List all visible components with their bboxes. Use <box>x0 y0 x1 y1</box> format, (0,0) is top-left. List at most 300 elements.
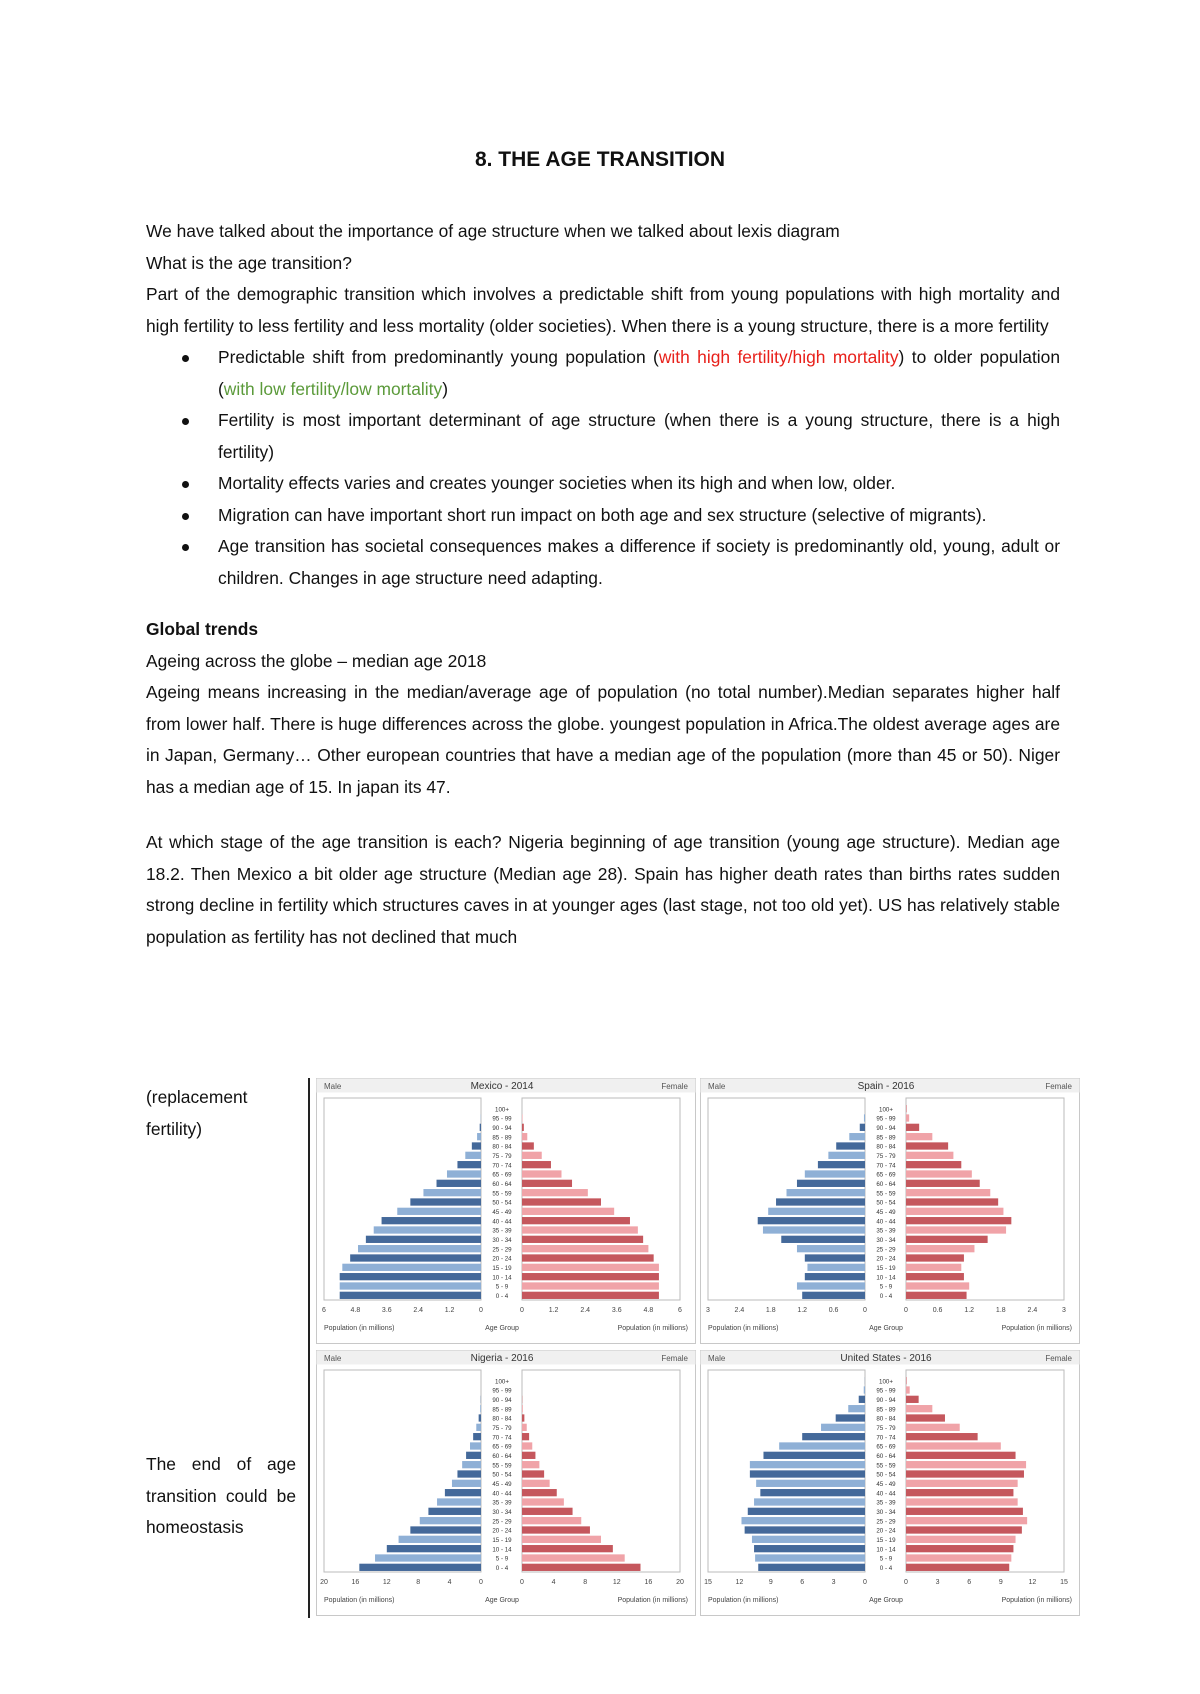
x-tick-label: 0 <box>863 1579 867 1586</box>
male-label: Male <box>324 1082 342 1091</box>
age-group-label: 25 - 29 <box>492 1518 512 1526</box>
age-group-label: 30 - 34 <box>876 1236 896 1244</box>
male-bar <box>382 1217 481 1224</box>
age-group-label: 95 - 99 <box>876 1115 896 1123</box>
age-group-label: 85 - 89 <box>492 1134 512 1142</box>
female-bar <box>906 1396 919 1403</box>
male-bar <box>802 1433 865 1440</box>
x-axis-label-right: Population (in millions) <box>617 1597 688 1604</box>
female-bar <box>906 1424 960 1431</box>
pyramid-chart-spain <box>700 1078 1080 1344</box>
female-bar <box>906 1226 1006 1233</box>
male-bar <box>480 1124 481 1131</box>
female-bar <box>522 1114 523 1121</box>
main-text <box>146 216 1060 953</box>
female-bar <box>522 1152 542 1159</box>
male-bar <box>797 1282 865 1289</box>
age-group-label: 100+ <box>495 1106 509 1114</box>
male-bar <box>750 1470 865 1477</box>
male-label: Male <box>324 1354 342 1363</box>
age-group-label: 75 - 79 <box>876 1152 896 1160</box>
bullet-icon <box>182 481 189 488</box>
age-group-label: 75 - 79 <box>492 1152 512 1160</box>
female-bar <box>906 1152 953 1159</box>
x-tick-label: 9 <box>768 1579 773 1586</box>
bullet-icon <box>182 544 189 551</box>
x-tick-label: 1.8 <box>765 1307 776 1314</box>
x-tick-label: 6 <box>800 1579 805 1586</box>
male-bar <box>818 1161 865 1168</box>
x-axis-label-center: Age Group <box>869 1597 903 1604</box>
male-bar <box>465 1152 481 1159</box>
age-group-label: 80 - 84 <box>492 1143 512 1151</box>
female-bar <box>522 1189 588 1196</box>
male-bar <box>375 1554 481 1561</box>
female-bar <box>906 1414 945 1421</box>
age-group-label: 10 - 14 <box>876 1274 896 1282</box>
stage-paragraph: At which stage of the age transition is each? Nigeria beginning of age transition (young age structure). Median age 18.2. Then Mexico a bit older age structure (Median age 28). Spain has higher death rates than births rates sudden strong decline in fertility which structures caves in at younger ages (last stage, not too old yet). US has relatively stable population as fertility has not declined that much <box>146 832 1060 947</box>
section-subheading: Ageing across the globe – median age 2018 <box>146 650 487 671</box>
male-bar <box>445 1489 481 1496</box>
age-group-label: 50 - 54 <box>492 1199 512 1207</box>
male-bar <box>797 1245 865 1252</box>
female-bar <box>522 1245 648 1252</box>
age-group-label: 25 - 29 <box>876 1518 896 1526</box>
x-tick-label: 3 <box>706 1307 710 1314</box>
male-bar <box>340 1292 481 1299</box>
age-group-label: 95 - 99 <box>492 1115 512 1123</box>
bullet-icon <box>182 513 189 520</box>
male-bar <box>768 1208 865 1215</box>
female-bar <box>522 1508 573 1515</box>
intro-definition: Part of the demographic transition which involves a predictable shift from young populations with high mortality and high fertility to less fertility and less mortality (older societies). When there is a young structure, there is a more fertility <box>146 284 1060 336</box>
female-bar <box>522 1180 572 1187</box>
x-tick-label: 1.8 <box>995 1307 1006 1314</box>
age-group-label: 90 - 94 <box>492 1124 512 1132</box>
male-bar <box>787 1189 866 1196</box>
male-bar <box>805 1273 865 1280</box>
male-bar <box>805 1170 865 1177</box>
female-bar <box>906 1236 988 1243</box>
age-group-label: 85 - 89 <box>876 1406 896 1414</box>
x-tick-label: 16 <box>351 1579 360 1586</box>
pyramid-panel-mexico <box>316 1078 696 1344</box>
x-tick-label: 16 <box>644 1579 653 1586</box>
female-bar <box>906 1124 919 1131</box>
age-group-label: 20 - 24 <box>492 1527 512 1535</box>
page-title: 8. THE AGE TRANSITION <box>474 148 726 171</box>
female-bar <box>522 1273 659 1280</box>
x-tick-label: 4 <box>551 1579 556 1586</box>
x-tick-label: 12 <box>382 1579 391 1586</box>
age-group-label: 0 - 4 <box>879 1564 893 1572</box>
age-group-label: 20 - 24 <box>492 1255 512 1263</box>
age-group-label: 45 - 49 <box>492 1480 512 1488</box>
female-bar <box>522 1226 638 1233</box>
female-bar <box>906 1377 907 1384</box>
male-bar <box>387 1545 481 1552</box>
male-bar <box>859 1396 865 1403</box>
female-bar <box>906 1461 1026 1468</box>
male-bar <box>805 1254 865 1261</box>
list-item: Mortality effects varies and creates younger societies when its high and when low, older. <box>146 468 1060 500</box>
age-group-label: 55 - 59 <box>492 1190 512 1198</box>
male-bar <box>754 1545 865 1552</box>
age-group-label: 30 - 34 <box>876 1508 896 1516</box>
female-bar <box>906 1105 907 1112</box>
male-bar <box>758 1217 865 1224</box>
x-tick-label: 12 <box>735 1579 744 1586</box>
male-bar <box>399 1536 481 1543</box>
female-bar <box>906 1489 1013 1496</box>
female-bar <box>906 1254 964 1261</box>
x-tick-label: 0.6 <box>828 1307 839 1314</box>
age-group-label: 25 - 29 <box>492 1246 512 1254</box>
age-group-label: 35 - 39 <box>876 1227 896 1235</box>
male-bar <box>480 1405 481 1412</box>
female-bar <box>522 1405 523 1412</box>
x-tick-label: 0 <box>904 1307 908 1314</box>
female-bar <box>522 1198 601 1205</box>
x-tick-label: 15 <box>704 1579 712 1586</box>
age-group-label: 100+ <box>879 1106 893 1114</box>
age-group-label: 5 - 9 <box>879 1555 893 1563</box>
age-group-label: 55 - 59 <box>876 1462 896 1470</box>
bullet-list <box>146 342 1060 594</box>
age-group-label: 45 - 49 <box>492 1208 512 1216</box>
male-bar <box>437 1498 481 1505</box>
x-tick-label: 6 <box>678 1307 682 1314</box>
female-bar <box>906 1142 948 1149</box>
female-bar <box>522 1480 550 1487</box>
x-tick-label: 4.8 <box>643 1307 654 1314</box>
x-tick-label: 0 <box>863 1307 867 1314</box>
x-tick-label: 3 <box>831 1579 836 1586</box>
female-bar <box>522 1161 551 1168</box>
age-group-label: 75 - 79 <box>876 1424 896 1432</box>
male-bar <box>754 1498 865 1505</box>
age-group-label: 65 - 69 <box>876 1443 896 1451</box>
pyramid-panel-united-states <box>700 1350 1080 1616</box>
x-tick-label: 4 <box>447 1579 452 1586</box>
age-group-label: 100+ <box>879 1378 893 1386</box>
male-bar <box>755 1554 865 1561</box>
x-tick-label: 2.4 <box>1027 1307 1038 1314</box>
x-tick-label: 8 <box>583 1579 588 1586</box>
male-bar <box>802 1292 865 1299</box>
female-bar <box>522 1489 557 1496</box>
x-tick-label: 9 <box>998 1579 1003 1586</box>
female-bar <box>906 1282 969 1289</box>
male-bar <box>477 1133 481 1140</box>
age-group-label: 35 - 39 <box>876 1499 896 1507</box>
female-bar <box>906 1189 990 1196</box>
female-bar <box>522 1424 527 1431</box>
age-group-label: 10 - 14 <box>492 1546 512 1554</box>
x-axis-label-left: Population (in millions) <box>324 1597 395 1604</box>
female-bar <box>906 1442 1001 1449</box>
x-tick-label: 2.4 <box>413 1307 424 1314</box>
male-bar <box>462 1461 481 1468</box>
male-bar <box>457 1161 481 1168</box>
male-bar <box>760 1489 865 1496</box>
x-axis-label-left: Population (in millions) <box>708 1325 779 1332</box>
female-bar <box>522 1217 630 1224</box>
female-bar <box>906 1292 967 1299</box>
bullet-icon <box>182 418 189 425</box>
female-bar <box>906 1545 1013 1552</box>
age-group-label: 85 - 89 <box>492 1406 512 1414</box>
x-tick-label: 12 <box>1028 1579 1037 1586</box>
male-bar <box>359 1564 481 1571</box>
x-axis-label-center: Age Group <box>485 1325 519 1332</box>
female-bar <box>906 1273 964 1280</box>
female-bar <box>522 1264 659 1271</box>
age-group-label: 15 - 19 <box>876 1536 896 1544</box>
female-bar <box>522 1517 581 1524</box>
x-tick-label: 2.4 <box>734 1307 745 1314</box>
age-group-label: 95 - 99 <box>876 1387 896 1395</box>
female-bar <box>906 1217 1011 1224</box>
female-bar <box>906 1208 1003 1215</box>
female-bar <box>522 1526 590 1533</box>
pyramid-panel-spain <box>700 1078 1080 1344</box>
bullet-icon <box>182 355 189 362</box>
female-bar <box>906 1170 972 1177</box>
x-tick-label: 1.2 <box>964 1307 975 1314</box>
male-bar <box>848 1405 865 1412</box>
x-tick-label: 3.6 <box>381 1307 392 1314</box>
female-bar <box>522 1292 659 1299</box>
x-tick-label: 20 <box>320 1579 328 1586</box>
female-bar <box>906 1245 974 1252</box>
age-group-label: 45 - 49 <box>876 1480 896 1488</box>
female-bar <box>522 1124 524 1131</box>
age-group-label: 20 - 24 <box>876 1255 896 1263</box>
female-bar <box>522 1461 539 1468</box>
female-bar <box>906 1133 932 1140</box>
age-group-label: 5 - 9 <box>495 1283 509 1291</box>
male-bar <box>447 1170 481 1177</box>
female-bar <box>906 1470 1024 1477</box>
male-bar <box>763 1452 865 1459</box>
population-pyramids-figure <box>308 1078 1078 1618</box>
age-group-label: 70 - 74 <box>492 1434 512 1442</box>
list-item: Fertility is most important determinant of age structure (when there is a young structure, there is a high fertility) <box>146 405 1060 468</box>
age-group-label: 70 - 74 <box>876 1434 896 1442</box>
age-group-label: 90 - 94 <box>876 1124 896 1132</box>
male-bar <box>374 1226 481 1233</box>
homeostasis-note: The end of age transition could be homeostasis <box>146 1454 296 1537</box>
male-bar <box>452 1480 481 1487</box>
x-axis-label-right: Population (in millions) <box>1001 1325 1072 1332</box>
age-group-label: 20 - 24 <box>876 1527 896 1535</box>
x-tick-label: 0.6 <box>932 1307 943 1314</box>
male-bar <box>428 1508 481 1515</box>
male-bar <box>470 1442 481 1449</box>
high-fertility-note: with high fertility/high mortality <box>658 347 899 367</box>
female-bar <box>906 1405 932 1412</box>
male-bar <box>410 1526 481 1533</box>
male-bar <box>350 1254 481 1261</box>
male-bar <box>797 1180 865 1187</box>
chart-title: United States - 2016 <box>840 1353 932 1364</box>
male-bar <box>776 1198 865 1205</box>
male-bar <box>479 1414 481 1421</box>
pyramid-panel-nigeria <box>316 1350 696 1616</box>
male-bar <box>476 1424 481 1431</box>
age-group-label: 10 - 14 <box>876 1546 896 1554</box>
female-bar <box>522 1254 654 1261</box>
x-tick-label: 1.2 <box>797 1307 808 1314</box>
male-bar <box>748 1508 865 1515</box>
male-bar <box>410 1198 481 1205</box>
ageing-paragraph: Ageing means increasing in the median/average age of population (no total number).Median separates higher half from lower half. There is huge differences across the globe. youngest population in Africa.The oldest average ages are in Japan, Germany… Other european countries that have a median age of the population (more than 45 or 50). Niger has a median age of 15. In japan its 47. <box>146 682 1060 797</box>
female-bar <box>906 1536 1016 1543</box>
male-bar <box>457 1470 481 1477</box>
age-group-label: 15 - 19 <box>492 1264 512 1272</box>
male-bar <box>864 1114 865 1121</box>
female-bar <box>522 1564 641 1571</box>
age-group-label: 95 - 99 <box>492 1387 512 1395</box>
x-tick-label: 3 <box>1062 1307 1066 1314</box>
age-group-label: 0 - 4 <box>495 1292 509 1300</box>
intro-question: What is the age transition? <box>146 252 352 273</box>
age-group-label: 40 - 44 <box>876 1490 896 1498</box>
male-bar <box>366 1236 481 1243</box>
age-group-label: 85 - 89 <box>876 1134 896 1142</box>
female-bar <box>522 1452 535 1459</box>
male-bar <box>750 1461 865 1468</box>
x-tick-label: 4.8 <box>350 1307 361 1314</box>
age-group-label: 65 - 69 <box>492 1443 512 1451</box>
male-bar <box>745 1526 865 1533</box>
female-bar <box>906 1161 961 1168</box>
age-group-label: 15 - 19 <box>492 1536 512 1544</box>
female-bar <box>906 1508 1023 1515</box>
x-tick-label: 6 <box>322 1307 326 1314</box>
age-group-label: 35 - 39 <box>492 1499 512 1507</box>
female-bar <box>522 1414 524 1421</box>
age-group-label: 30 - 34 <box>492 1508 512 1516</box>
x-axis-label-right: Population (in millions) <box>617 1325 688 1332</box>
male-bar <box>779 1442 865 1449</box>
male-bar <box>807 1264 865 1271</box>
male-label: Male <box>708 1354 726 1363</box>
female-bar <box>522 1142 534 1149</box>
female-bar <box>522 1470 544 1477</box>
male-bar <box>758 1564 865 1571</box>
x-tick-label: 1.2 <box>548 1307 559 1314</box>
male-bar <box>437 1180 481 1187</box>
male-bar <box>423 1189 481 1196</box>
x-axis-label-center: Age Group <box>869 1325 903 1332</box>
age-group-label: 50 - 54 <box>876 1471 896 1479</box>
male-bar <box>466 1452 481 1459</box>
intro-line-1: We have talked about the importance of age structure when we talked about lexis diagram <box>146 221 840 241</box>
female-bar <box>906 1554 1011 1561</box>
x-axis-label-left: Population (in millions) <box>708 1597 779 1604</box>
age-group-label: 100+ <box>495 1378 509 1386</box>
age-group-label: 70 - 74 <box>492 1162 512 1170</box>
x-tick-label: 2.4 <box>580 1307 591 1314</box>
female-bar <box>906 1198 998 1205</box>
female-bar <box>522 1282 659 1289</box>
section-heading: Global trends <box>146 619 259 639</box>
age-group-label: 50 - 54 <box>876 1199 896 1207</box>
male-bar <box>752 1536 865 1543</box>
age-group-label: 60 - 64 <box>876 1452 896 1460</box>
male-bar <box>864 1386 865 1393</box>
age-group-label: 55 - 59 <box>876 1190 896 1198</box>
female-bar <box>522 1133 527 1140</box>
female-bar <box>522 1170 562 1177</box>
female-bar <box>906 1452 1016 1459</box>
age-group-label: 80 - 84 <box>876 1143 896 1151</box>
male-bar <box>741 1517 865 1524</box>
age-group-label: 80 - 84 <box>876 1415 896 1423</box>
age-group-label: 5 - 9 <box>879 1283 893 1291</box>
chart-title: Nigeria - 2016 <box>470 1353 534 1364</box>
age-group-label: 50 - 54 <box>492 1471 512 1479</box>
chart-title: Mexico - 2014 <box>470 1081 534 1092</box>
x-tick-label: 8 <box>416 1579 421 1586</box>
age-group-label: 80 - 84 <box>492 1415 512 1423</box>
female-bar <box>522 1498 564 1505</box>
male-bar <box>781 1236 865 1243</box>
male-bar <box>342 1264 481 1271</box>
female-label: Female <box>1045 1082 1072 1091</box>
age-group-label: 65 - 69 <box>492 1171 512 1179</box>
male-bar <box>860 1124 865 1131</box>
female-label: Female <box>661 1082 688 1091</box>
female-bar <box>522 1554 625 1561</box>
x-tick-label: 12 <box>612 1579 621 1586</box>
female-bar <box>906 1114 909 1121</box>
male-bar <box>397 1208 481 1215</box>
female-bar <box>522 1442 532 1449</box>
female-bar <box>906 1517 1027 1524</box>
female-bar <box>522 1536 601 1543</box>
male-bar <box>358 1245 481 1252</box>
list-item: Predictable shift from predominantly young population (with high fertility/high mortality) to older population (with low fertility/low mortality) <box>146 342 1060 405</box>
replacement-fertility-note: (replacement fertility) <box>146 1087 248 1139</box>
age-group-label: 70 - 74 <box>876 1162 896 1170</box>
age-group-label: 40 - 44 <box>876 1218 896 1226</box>
x-tick-label: 0 <box>904 1579 908 1586</box>
female-bar <box>906 1526 1022 1533</box>
male-bar <box>756 1480 865 1487</box>
x-axis-label-center: Age Group <box>485 1597 519 1604</box>
male-bar <box>340 1282 481 1289</box>
age-group-label: 60 - 64 <box>492 1452 512 1460</box>
age-group-label: 75 - 79 <box>492 1424 512 1432</box>
male-bar <box>836 1414 865 1421</box>
age-group-label: 55 - 59 <box>492 1462 512 1470</box>
male-bar <box>821 1424 865 1431</box>
female-bar <box>522 1433 529 1440</box>
x-tick-label: 0 <box>479 1307 483 1314</box>
female-bar <box>906 1386 910 1393</box>
male-bar <box>420 1517 481 1524</box>
x-tick-label: 0 <box>520 1307 524 1314</box>
male-bar <box>473 1433 481 1440</box>
age-group-label: 0 - 4 <box>879 1292 893 1300</box>
x-tick-label: 20 <box>676 1579 684 1586</box>
age-group-label: 25 - 29 <box>876 1246 896 1254</box>
age-group-label: 90 - 94 <box>492 1396 512 1404</box>
x-tick-label: 3.6 <box>611 1307 622 1314</box>
